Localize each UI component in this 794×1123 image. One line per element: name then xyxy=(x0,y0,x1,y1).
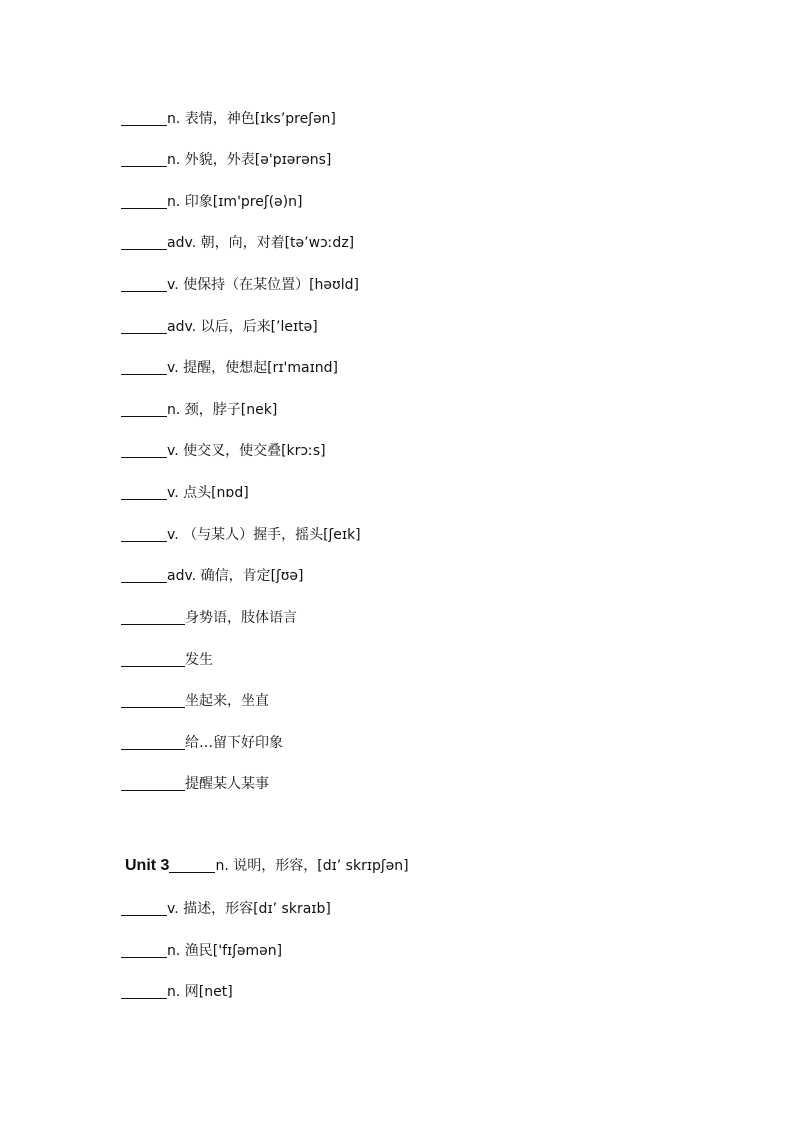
entry-text: n. 颈，脖子[nek] xyxy=(167,402,278,418)
answer-blank[interactable] xyxy=(121,194,167,209)
vocab-entry xyxy=(121,900,331,918)
entry-text: adv. 朝，向，对着[tə’wɔːdz] xyxy=(167,235,355,251)
entry-text: v. （与某人）握手，摇头[ʃeɪk] xyxy=(167,527,361,543)
vocab-entry xyxy=(121,484,249,502)
vocab-entry xyxy=(121,526,361,544)
answer-blank[interactable] xyxy=(121,443,167,458)
vocab-entry xyxy=(121,359,338,377)
entry-text: v. 点头[nɒd] xyxy=(167,485,249,501)
vocab-entry xyxy=(121,193,302,211)
vocab-entry xyxy=(121,110,336,128)
answer-blank[interactable] xyxy=(121,610,185,625)
answer-blank[interactable] xyxy=(121,485,167,500)
answer-blank[interactable] xyxy=(121,776,185,791)
vocab-entry xyxy=(121,942,282,960)
vocab-entry xyxy=(121,276,359,294)
entry-text: 坐起来，坐直 xyxy=(185,693,269,709)
entry-text: 给…留下好印象 xyxy=(185,735,283,751)
answer-blank[interactable] xyxy=(121,527,167,542)
answer-blank[interactable] xyxy=(121,652,185,667)
unit3-heading-line xyxy=(121,857,409,875)
unit-heading: Unit 3 xyxy=(125,857,170,874)
entry-text: adv. 以后，后来[’leɪtə] xyxy=(167,319,318,335)
entry-text: n. 网[net] xyxy=(167,984,233,1000)
answer-blank[interactable] xyxy=(121,735,185,750)
entry-text: n. 渔民['fɪʃəmən] xyxy=(167,943,283,959)
entry-text: n. 外貌，外表[ə'pɪərəns] xyxy=(167,152,332,168)
entry-text: 提醒某人某事 xyxy=(185,776,269,792)
phrase-entry xyxy=(121,609,297,627)
answer-blank[interactable] xyxy=(121,402,167,417)
answer-blank[interactable] xyxy=(121,693,185,708)
entry-text: n. 说明，形容，[dɪ’ skrɪpʃən] xyxy=(215,858,409,874)
entry-text: n. 印象[ɪm'preʃ(ə)n] xyxy=(167,194,303,210)
answer-blank[interactable] xyxy=(121,111,167,126)
vocab-entry xyxy=(121,442,326,460)
vocab-entry xyxy=(121,318,318,336)
entry-text: v. 提醒，使想起[rɪ'maɪnd] xyxy=(167,360,339,376)
entry-text: 发生 xyxy=(185,652,213,668)
entry-text: adv. 确信，肯定[ʃʊə] xyxy=(167,568,304,584)
answer-blank[interactable] xyxy=(121,277,167,292)
vocab-entry xyxy=(121,401,277,419)
answer-blank[interactable] xyxy=(121,319,167,334)
phrase-entry xyxy=(121,651,213,669)
entry-text: v. 使保持（在某位置）[həʊld] xyxy=(167,277,359,293)
vocab-entry xyxy=(121,151,331,169)
phrase-entry xyxy=(121,692,269,710)
vocab-entry xyxy=(121,983,233,1001)
answer-blank[interactable] xyxy=(169,858,215,873)
vocab-entry xyxy=(121,234,354,252)
entry-text: n. 表情，神色[ɪks’preʃən] xyxy=(167,111,336,127)
phrase-entry xyxy=(121,734,283,752)
answer-blank[interactable] xyxy=(121,152,167,167)
phrase-entry xyxy=(121,775,269,793)
answer-blank[interactable] xyxy=(121,360,167,375)
answer-blank[interactable] xyxy=(121,235,167,250)
entry-text: 身势语，肢体语言 xyxy=(185,610,297,626)
answer-blank[interactable] xyxy=(121,568,167,583)
answer-blank[interactable] xyxy=(121,984,167,999)
entry-text: v. 描述，形容[dɪ’ skraɪb] xyxy=(167,901,331,917)
vocab-entry xyxy=(121,567,303,585)
answer-blank[interactable] xyxy=(121,901,167,916)
answer-blank[interactable] xyxy=(121,943,167,958)
entry-text: v. 使交叉，使交叠[krɔːs] xyxy=(167,443,326,459)
